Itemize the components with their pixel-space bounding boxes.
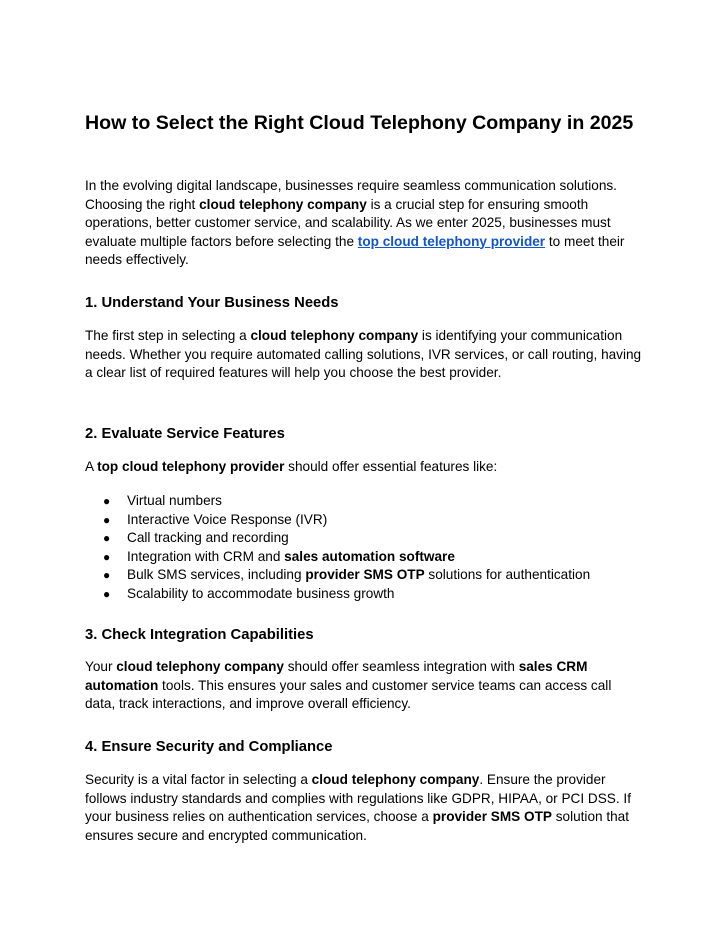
list-item-text: Interactive Voice Response (IVR) [127, 511, 328, 527]
bullet-icon: ● [103, 549, 111, 564]
section-3-text-3: tools. This ensures your sales and customer service teams can access call data, track interactions, and improve overall efficiency. [85, 677, 612, 711]
bullet-icon: ● [103, 531, 111, 545]
top-cloud-telephony-provider-link[interactable]: top cloud telephony provider [357, 233, 546, 249]
features-list [85, 492, 590, 603]
section-4-bold-2: provider SMS OTP [432, 809, 552, 824]
section-1-text-1: The first step in selecting a [85, 328, 251, 343]
section-3-heading: 3. Check Integration Capabilities [85, 627, 314, 643]
section-2-bold-1: top cloud telephony provider [97, 459, 285, 474]
list-item-text: Bulk SMS services, including [127, 567, 306, 582]
section-3-bold-1: cloud telephony company [116, 659, 284, 674]
section-4-heading: 4. Ensure Security and Compliance [85, 739, 333, 755]
section-1-paragraph [85, 327, 645, 383]
list-item [85, 548, 590, 567]
bullet-icon: ● [103, 512, 111, 527]
section-2-paragraph [85, 458, 645, 477]
bullet-icon: ● [103, 586, 111, 601]
intro-bold-1: cloud telephony company [199, 196, 367, 212]
list-item [85, 529, 590, 548]
list-item-text: Virtual numbers [127, 493, 222, 508]
list-item [85, 566, 590, 585]
list-item-text-after: solutions for authentication [424, 567, 591, 582]
bullet-icon: ● [103, 494, 111, 508]
section-4-paragraph [85, 771, 645, 845]
section-2-heading: 2. Evaluate Service Features [85, 426, 285, 442]
section-3-text-1: Your [85, 659, 117, 674]
section-2-text-1: A [85, 459, 98, 474]
section-4-text-2: . Ensure the provider follows industry standards and complies with regulations like GDPR, HIPAA, or PCI DSS. If your business relies on authentication services, choose a [85, 772, 631, 824]
page-title: How to Select the Right Cloud Telephony Company in 2025 [85, 112, 634, 134]
section-4-bold-1: cloud telephony company [311, 772, 480, 787]
section-3-bold-2: sales CRM automation [85, 659, 588, 693]
list-item-text: Call tracking and recording [127, 530, 289, 545]
section-1-text-2: is identifying your communication needs. Whether you require automated calling solutions, IVR services, or call routing, having a clear list of required features will help you choose the best provider. [85, 328, 642, 380]
list-item [85, 511, 590, 530]
section-4-text-3: solution that ensures secure and encrypted communication. [85, 809, 630, 843]
section-3-paragraph [85, 658, 645, 714]
list-item [85, 585, 590, 604]
intro-text-2: is a crucial step for ensuring smooth operations, better customer service, and scalability. As we enter 2025, businesses must evaluate multiple factors before selecting the [85, 196, 611, 249]
section-1-heading: 1. Understand Your Business Needs [85, 295, 339, 311]
list-item-text: Scalability to accommodate business growth [127, 585, 395, 601]
intro-paragraph [85, 177, 645, 270]
section-2-text-2: should offer essential features like: [284, 459, 498, 474]
bullet-icon: ● [103, 568, 111, 582]
list-item-bold: provider SMS OTP [305, 567, 425, 582]
section-4-text-1: Security is a vital factor in selecting a [85, 772, 312, 787]
intro-text-3: to meet their needs effectively. [85, 233, 625, 267]
list-item-text: Integration with CRM and [127, 548, 285, 564]
section-1-bold-1: cloud telephony company [250, 328, 419, 343]
list-item [85, 492, 590, 511]
list-item-bold: sales automation software [284, 548, 455, 564]
intro-text-1: In the evolving digital landscape, businesses require seamless communication solutions. Choosing the right [85, 178, 617, 212]
section-3-text-2: should offer seamless integration with [283, 659, 519, 674]
